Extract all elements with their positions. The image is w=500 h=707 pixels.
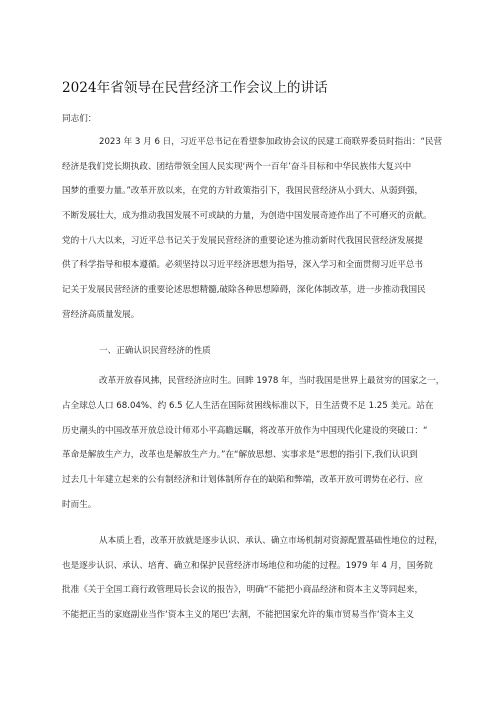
paragraph-line: 不断发展壮大，成为推动我国发展不可或缺的力量，为创造中国发展奇迹作出了不可磨灭的贡献。	[62, 211, 432, 221]
paragraph-line: 也是逐步认识、承认、培育、确立和保护民营经济市场地位和功能的过程。1979 年 4 月，国务院	[62, 561, 433, 571]
paragraph-line: 历史潮头的中国改革开放总设计师邓小平高瞻远瞩，将改革开放作为中国现代化建设的突破口：“	[62, 426, 428, 436]
paragraph-line: 革命是解放生产力，改革也是解放生产力。”在“解放思想、实事求是”思想的指引下,我们认识到	[62, 450, 418, 460]
paragraph-line: 经济是我们党长期执政、团结带领全国人民实现‘两个一百年’奋斗目标和中华民族伟大复兴中	[62, 162, 412, 172]
paragraph-line: 批准《关于全国工商行政管理局长会议的报告》，明确“不能把小商品经济和资本主义等同起来，	[62, 585, 424, 595]
document-title: 2024年省领导在民营经济工作会议上的讲话	[62, 80, 328, 96]
paragraph-line: 不能把正当的家庭副业当作‘资本主义的尾巴’去割，不能把国家允许的集市贸易当作‘资本主义	[62, 610, 414, 620]
paragraph-line: 占全球总人口 68.04%、约 6.5 亿人生活在国际贫困线标准以下，日生活费不足 1.25 美元。站在	[62, 401, 434, 411]
paragraph-line: 营经济高质量发展。	[62, 310, 140, 320]
section-heading: 一、正确认识民营经济的性质	[99, 346, 211, 356]
paragraph-line: 国梦的重要力量。”改革开放以来，在党的方针政策指引下，我国民营经济从小到大、从弱到强，	[62, 186, 424, 196]
paragraph-line: 从本质上看，改革开放就是逐步认识、承认、确立市场机制对资源配置基础性地位的过程，	[99, 536, 443, 546]
paragraph-line: 过去几十年建立起来的公有制经济和计划体制所存在的缺陷和弊端，改革开放可谓势在必行、应	[62, 475, 423, 485]
greeting: 同志们：	[62, 114, 97, 124]
paragraph-line: 时而生。	[62, 500, 97, 510]
paragraph-line: 改革开放春风拂，民营经济应时生。回眸 1978 年，当时我国是世界上最贫穷的国家之一，	[99, 376, 445, 386]
paragraph-line: 记关于发展民营经济的重要论述思想精髓,破除各种思想障碍，深化体制改革，进一步推动我国民	[62, 285, 426, 295]
paragraph-line: 党的十八大以来，习近平总书记关于发展民营经济的重要论述为推动新时代我国民营经济发展提	[62, 236, 423, 246]
paragraph-line: 供了科学指导和根本遵循。必须坚持以习近平经济思想为指导，深入学习和全面贯彻习近平总书	[62, 260, 423, 270]
paragraph-line: 2023 年 3 月 6 日，习近平总书记在看望参加政协会议的民建工商联界委员时指出：“民营	[99, 137, 443, 147]
